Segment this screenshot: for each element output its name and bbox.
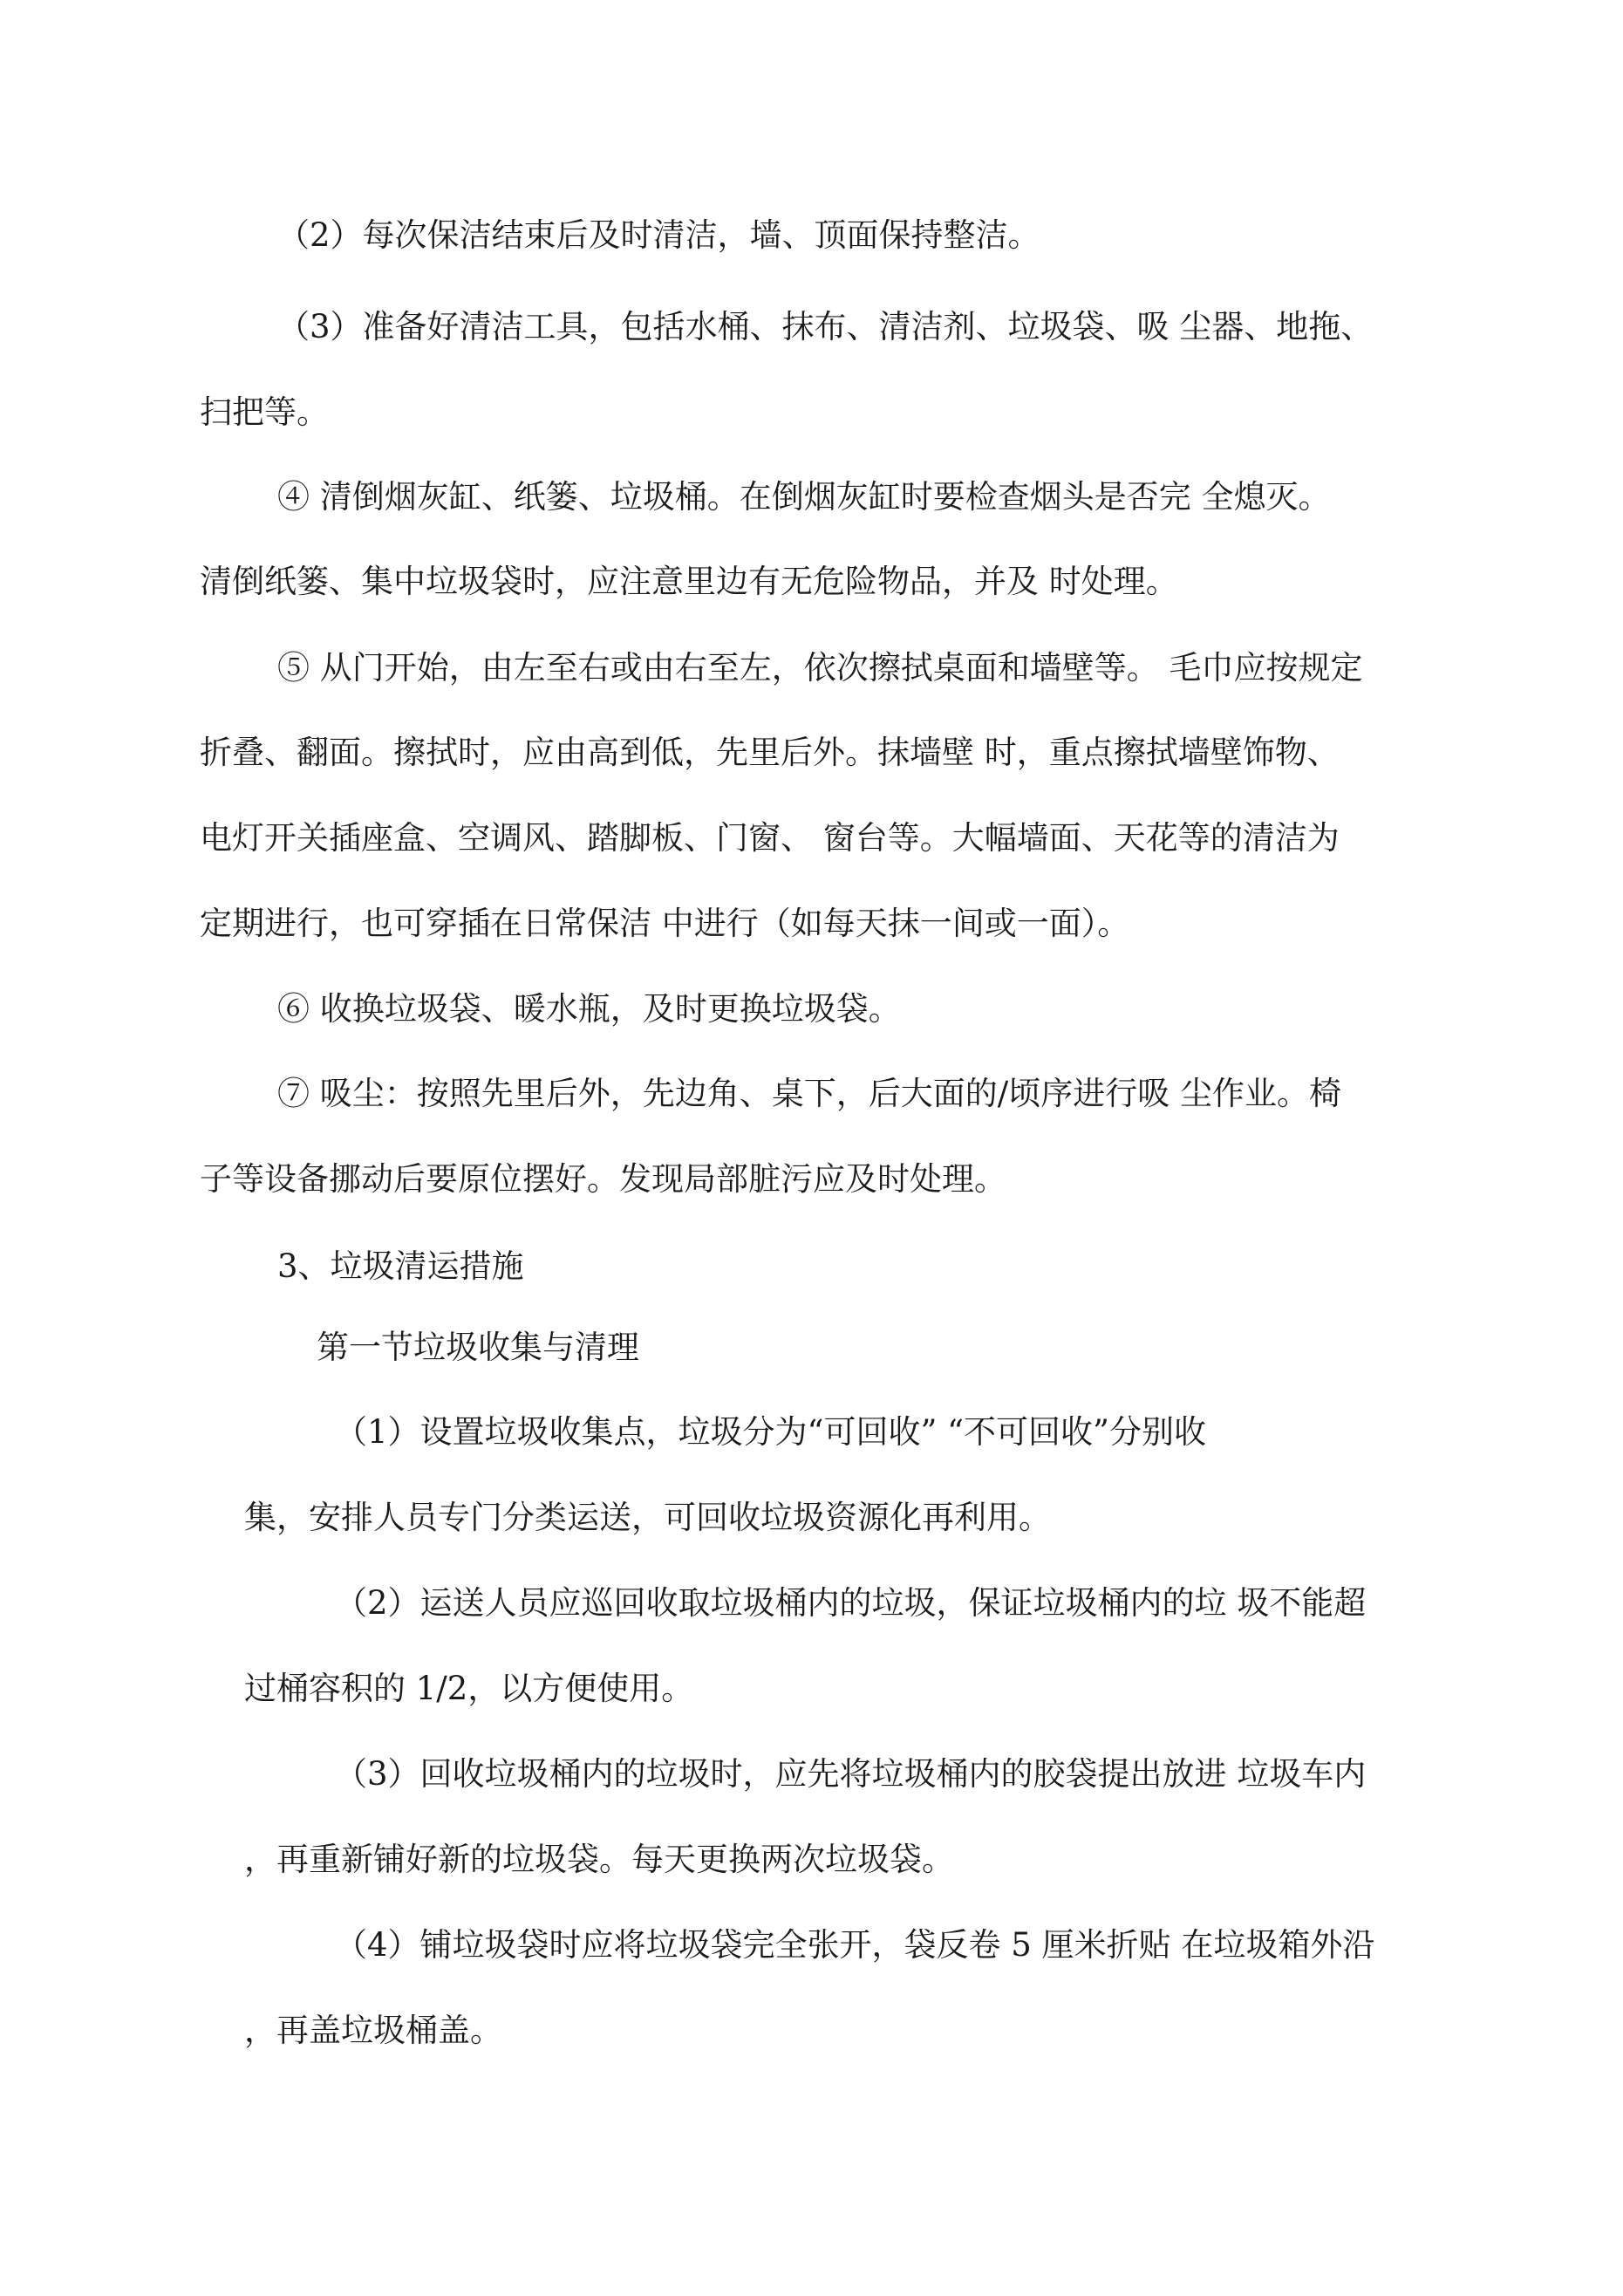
paragraph-line: （2）每次保洁结束后及时清洁，墙、顶面保持整洁。: [277, 216, 1040, 254]
paragraph-line: ⑦ 吸尘：按照先里后外，先边角、桌下，后大面的/顷序进行吸 尘作业。椅: [277, 1075, 1341, 1112]
paragraph-line: （4）铺垃圾袋时应将垃圾袋完全张开，袋反卷 5 厘米折贴 在垃圾箱外沿: [335, 1926, 1375, 1964]
paragraph-line: （3）准备好清洁工具，包括水桶、抹布、清洁剂、垃圾袋、吸 尘器、地拖、: [277, 308, 1374, 345]
paragraph-line: 子等设备挪动后要原位摆好。发现局部脏污应及时处理。: [200, 1160, 1006, 1198]
paragraph-line: ，再重新铺好新的垃圾袋。每天更换两次垃圾袋。: [244, 1841, 954, 1878]
paragraph-line: 过桶容积的 1/2，以方便使用。: [244, 1670, 694, 1707]
paragraph-line: （3）回收垃圾桶内的垃圾时，应先将垃圾桶内的胶袋提出放进 垃圾车内: [335, 1755, 1367, 1793]
paragraph-line: （1）设置垃圾收集点，垃圾分为“可回收” “不可回收”分别收: [335, 1413, 1206, 1451]
paragraph-line: 扫把等。: [200, 393, 329, 431]
paragraph-line: ，再盖垃圾桶盖。: [244, 2012, 502, 2049]
paragraph-line: ④ 清倒烟灰缸、纸篓、垃圾桶。在倒烟灰缸时要检查烟头是否完 全熄灭。: [277, 478, 1331, 516]
paragraph-line: 清倒纸篓、集中垃圾袋时，应注意里边有无危险物品，并及 时处理。: [200, 563, 1178, 600]
paragraph-line: 定期进行，也可穿插在日常保洁 中进行（如每天抹一间或一面）。: [200, 905, 1130, 942]
paragraph-line: ⑤ 从门开始，由左至右或由右至左，依次擦拭桌面和墙壁等。 毛巾应按规定: [277, 649, 1363, 687]
paragraph-line: 集，安排人员专门分类运送，可回收垃圾资源化再利用。: [244, 1499, 1051, 1536]
paragraph-line: 电灯开关插座盒、空调风、踏脚板、门窗、 窗台等。大幅墙面、天花等的清洁为: [200, 819, 1340, 857]
paragraph-line: ⑥ 收换垃圾袋、暖水瓶，及时更换垃圾袋。: [277, 990, 901, 1028]
subsection-heading: 第一节垃圾收集与清理: [317, 1329, 639, 1366]
section-heading: 3、垃圾清运措施: [277, 1247, 524, 1285]
paragraph-line: 折叠、翻面。擦拭时，应由高到低，先里后外。抹墙壁 时，重点擦拭墙壁饰物、: [200, 734, 1340, 771]
paragraph-line: （2）运送人员应巡回收取垃圾桶内的垃圾，保证垃圾桶内的垃 圾不能超: [335, 1584, 1367, 1622]
